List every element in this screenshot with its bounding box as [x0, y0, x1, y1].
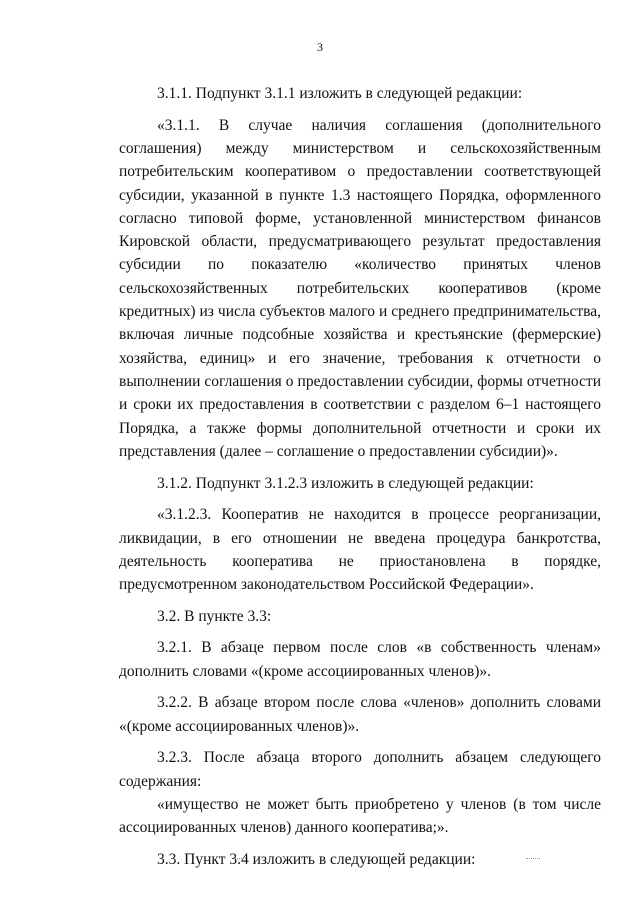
document-body	[119, 82, 601, 880]
paragraph-3-2-3: 3.2.3. После абзаца второго дополнить абзацем следующего содержания:	[119, 749, 601, 790]
scan-mark-right	[526, 858, 540, 860]
paragraph-3-3-heading: 3.3. Пункт 3.4 изложить в следующей редакции:	[157, 851, 476, 869]
page-number: 3	[317, 40, 323, 54]
paragraph-3-2-2: 3.2.2. В абзаце втором после слова «членов» дополнить словами «(кроме ассоциированных членов)».	[119, 694, 601, 735]
paragraph-3-1-1-text: «3.1.1. В случае наличия соглашения (дополнительного соглашения) между министерством и сельскохозяйственным потребительским кооперативом о предоставлении соответствующей субсидии, указанной в пункте 1.3 настоящего Порядка, оформленного согласно типовой форме, установленной министерством финансов Кировской области, предусматривающего результат предоставления субсидии по показателю «количество принятых членов сельскохозяйственных потребительских кооперативов (кроме кредитных) из числа субъектов малого и среднего предпринимательства, включая личные подсобные хозяйства и крестьянские (фермерские) хозяйства, единиц» и его значение, требования к отчетности о выполнении соглашения о предоставлении субсидии, формы отчетности и сроки их предоставления в соответствии с разделом 6–1 настоящего Порядка, а также формы дополнительной отчетности и сроки их представления (далее – соглашение о предоставлении субсидии)».	[119, 116, 601, 460]
paragraph-3-2-heading: 3.2. В пункте 3.3:	[157, 607, 272, 625]
scan-mark-left	[234, 858, 248, 860]
paragraph-3-1-2-3-text: «3.1.2.3. Кооператив не находится в процессе реорганизации, ликвидации, в его отношении не введена процедура банкротства, деятельность кооператива не приостановлена в порядке, предусмотренном законодательством Российской Федерации».	[119, 506, 601, 594]
paragraph-3-1-1-heading: 3.1.1. Подпункт 3.1.1 изложить в следующей редакции:	[157, 85, 523, 102]
paragraph-3-1-2-heading: 3.1.2. Подпункт 3.1.2.3 изложить в следующей редакции:	[157, 474, 534, 492]
paragraph-3-2-3-quote: «имущество не может быть приобретено у членов (в том числе ассоциированных членов) данного кооператива;».	[119, 796, 601, 837]
paragraph-3-2-1: 3.2.1. В абзаце первом после слов «в собственность членам» дополнить словами «(кроме ассоциированных членов)».	[119, 639, 601, 680]
